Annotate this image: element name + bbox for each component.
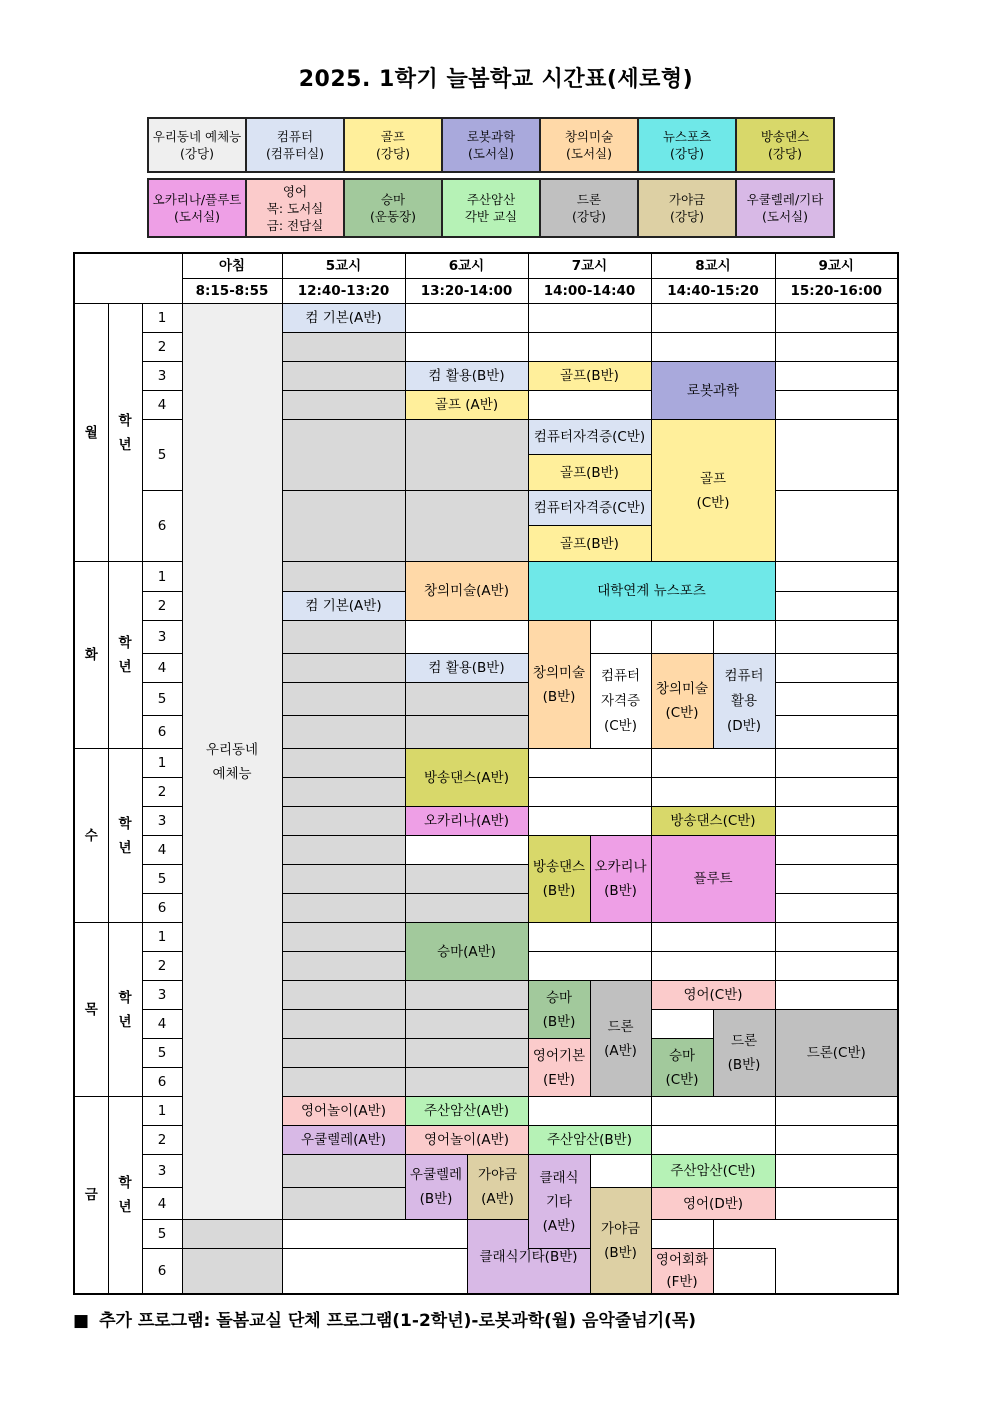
empty-cell (282, 923, 405, 952)
empty-cell (775, 981, 898, 1010)
empty-cell (775, 716, 898, 749)
grade-number: 3 (142, 1155, 182, 1188)
class-cell: 컴 활용(B반) (405, 654, 528, 683)
empty-cell (775, 1188, 898, 1220)
empty-cell (651, 1126, 775, 1155)
class-cell: 승마 (C반) (651, 1039, 713, 1097)
day-label-tue: 화 (74, 562, 108, 749)
class-cell: 창의미술 (B반) (528, 621, 590, 749)
grade-number: 3 (142, 362, 182, 391)
empty-cell (775, 621, 898, 654)
time-header: 15:20-16:00 (775, 279, 898, 304)
empty-cell (528, 1097, 651, 1126)
empty-cell (528, 807, 651, 836)
period-header: 8교시 (651, 253, 775, 279)
class-cell: 컴퓨터 자격증 (C반) (590, 654, 651, 749)
empty-cell (282, 865, 405, 894)
empty-cell (651, 778, 775, 807)
empty-cell (775, 1126, 898, 1155)
empty-cell (775, 491, 898, 562)
legend-abacus: 주산암산 각반 교실 (442, 179, 540, 237)
period-header: 6교시 (405, 253, 528, 279)
legend-robot: 로봇과학 (도서실) (442, 118, 540, 172)
empty-cell (182, 1249, 282, 1295)
empty-cell (775, 807, 898, 836)
empty-cell (775, 333, 898, 362)
empty-cell (713, 1249, 775, 1295)
class-cell: 대학연계 뉴스포츠 (528, 562, 775, 621)
period-header: 5교시 (282, 253, 405, 279)
grade-number: 2 (142, 778, 182, 807)
empty-cell (405, 491, 528, 562)
empty-cell (405, 894, 528, 923)
footer-note (73, 1306, 696, 1331)
class-cell: 드론 (B반) (713, 1010, 775, 1097)
class-cell: 창의미술(A반) (405, 562, 528, 621)
class-cell: 영어기본 (E반) (528, 1039, 590, 1097)
class-cell: 컴퓨터 활용 (D반) (713, 654, 775, 749)
grade-number: 5 (142, 865, 182, 894)
legend-dance: 방송댄스 (강당) (736, 118, 834, 172)
grade-number: 6 (142, 894, 182, 923)
empty-cell (651, 1220, 713, 1249)
empty-cell (775, 865, 898, 894)
grade-label: 학 년 (108, 304, 142, 562)
empty-cell (282, 778, 405, 807)
grade-number: 6 (142, 1249, 182, 1295)
grade-number: 2 (142, 1126, 182, 1155)
grade-number: 1 (142, 1097, 182, 1126)
empty-cell (713, 621, 775, 654)
empty-cell (528, 952, 651, 981)
time-header: 12:40-13:20 (282, 279, 405, 304)
grade-label: 학 년 (108, 562, 142, 749)
day-label-wed: 수 (74, 749, 108, 923)
class-cell: 주산암산(B반) (528, 1126, 651, 1155)
empty-cell (528, 749, 651, 778)
empty-cell (405, 865, 528, 894)
time-header: 8:15-8:55 (182, 279, 282, 304)
day-label-fri: 금 (74, 1097, 108, 1295)
period-header: 9교시 (775, 253, 898, 279)
empty-cell (590, 1155, 651, 1188)
empty-cell (405, 1010, 528, 1039)
empty-cell (282, 683, 405, 716)
legend-ocarina: 오카리나/플루트 (도서실) (148, 179, 246, 237)
empty-cell (651, 1010, 713, 1039)
class-cell: 창의미술 (C반) (651, 654, 713, 749)
grade-number: 4 (142, 391, 182, 420)
grade-number: 1 (142, 562, 182, 592)
class-cell: 오카리나 (B반) (590, 836, 651, 923)
class-cell: 영어(D반) (651, 1188, 775, 1220)
empty-cell (775, 420, 898, 491)
class-cell: 컴퓨터자격증(C반) (528, 420, 651, 455)
class-cell: 골프 (C반) (651, 420, 775, 562)
empty-cell (528, 778, 651, 807)
empty-cell (405, 621, 528, 654)
empty-cell (651, 304, 775, 333)
grade-number: 3 (142, 981, 182, 1010)
empty-cell (651, 621, 713, 654)
class-cell: 골프(B반) (528, 526, 651, 562)
empty-cell (282, 1188, 405, 1220)
empty-cell (775, 683, 898, 716)
empty-cell (282, 420, 405, 491)
time-header: 13:20-14:00 (405, 279, 528, 304)
class-cell: 주산암산(C반) (651, 1155, 775, 1188)
empty-cell (282, 621, 405, 654)
grade-number: 1 (142, 304, 182, 333)
class-cell: 골프 (A반) (405, 391, 528, 420)
grade-number: 5 (142, 683, 182, 716)
class-cell: 로봇과학 (651, 362, 775, 420)
class-cell: 가야금 (A반) (467, 1155, 528, 1220)
day-label-thu: 목 (74, 923, 108, 1097)
corner-cell (74, 253, 182, 304)
class-cell: 주산암산(A반) (405, 1097, 528, 1126)
empty-cell (651, 749, 775, 778)
class-cell: 플루트 (651, 836, 775, 923)
grade-number: 4 (142, 1010, 182, 1039)
legend-yedong: 우리동네 예체능 (강당) (148, 118, 246, 172)
grade-label: 학 년 (108, 923, 142, 1097)
class-cell: 골프(B반) (528, 362, 651, 391)
empty-cell (282, 952, 405, 981)
grade-number: 6 (142, 716, 182, 749)
empty-cell (282, 1068, 405, 1097)
legend-computer: 컴퓨터 (컴퓨터실) (246, 118, 344, 172)
empty-cell (282, 807, 405, 836)
grade-number: 5 (142, 420, 182, 491)
empty-cell (651, 1097, 775, 1126)
class-cell: 컴퓨터자격증(C반) (528, 491, 651, 526)
empty-cell (775, 362, 898, 391)
empty-cell (405, 981, 528, 1010)
legend-drone: 드론 (강당) (540, 179, 638, 237)
class-cell: 영어회화 (F반) (651, 1249, 713, 1295)
class-cell: 영어(C반) (651, 981, 775, 1010)
grade-number: 4 (142, 1188, 182, 1220)
class-cell: 골프(B반) (528, 455, 651, 491)
legend-row-2 (147, 178, 835, 238)
empty-cell (775, 562, 898, 592)
empty-cell (282, 333, 405, 362)
empty-cell (405, 683, 528, 716)
empty-cell (651, 952, 775, 981)
class-cell: 오카리나(A반) (405, 807, 528, 836)
empty-cell (282, 1249, 467, 1295)
class-cell: 방송댄스 (B반) (528, 836, 590, 923)
empty-cell (775, 1155, 898, 1188)
empty-cell (590, 621, 651, 654)
empty-cell (651, 923, 775, 952)
empty-cell (282, 391, 405, 420)
class-cell: 영어놀이(A반) (282, 1097, 405, 1126)
class-cell: 컴 기본(A반) (282, 304, 405, 333)
page-title: 2025. 1학기 늘봄학교 시간표(세로형) (298, 67, 694, 92)
empty-cell (282, 749, 405, 778)
empty-cell (775, 749, 898, 778)
legend-golf: 골프 (강당) (344, 118, 442, 172)
empty-cell (405, 304, 528, 333)
empty-cell (405, 333, 528, 362)
empty-cell (775, 1097, 898, 1126)
empty-cell (405, 716, 528, 749)
legend-newsports: 뉴스포츠 (강당) (638, 118, 736, 172)
grade-number: 1 (142, 749, 182, 778)
empty-cell (405, 420, 528, 491)
time-header: 14:40-15:20 (651, 279, 775, 304)
legend-horse: 승마 (운동장) (344, 179, 442, 237)
empty-cell (775, 952, 898, 981)
empty-cell (405, 836, 528, 865)
empty-cell (282, 1039, 405, 1068)
empty-cell (528, 923, 651, 952)
empty-cell (775, 304, 898, 333)
empty-cell (282, 362, 405, 391)
empty-cell (405, 1068, 528, 1097)
empty-cell (182, 1220, 282, 1249)
empty-cell (282, 491, 405, 562)
grade-label: 학 년 (108, 749, 142, 923)
empty-cell (651, 333, 775, 362)
class-cell: 우쿨렐레 (B반) (405, 1155, 467, 1220)
empty-cell (528, 333, 651, 362)
empty-cell (775, 836, 898, 865)
class-cell: 승마 (B반) (528, 981, 590, 1039)
empty-cell (282, 1220, 467, 1249)
grade-number: 2 (142, 333, 182, 362)
class-cell: 방송댄스(C반) (651, 807, 775, 836)
empty-cell (282, 716, 405, 749)
grade-number: 6 (142, 491, 182, 562)
grade-label: 학 년 (108, 1097, 142, 1295)
empty-cell (775, 592, 898, 621)
footer-text: 추가 프로그램: 돌봄교실 단체 프로그램(1-2학년)-로봇과학(월) 음악줄넘기(목) (99, 1311, 697, 1331)
class-cell: 가야금 (B반) (590, 1188, 651, 1295)
empty-cell (528, 391, 651, 420)
empty-cell (775, 391, 898, 420)
bullet-square: ■ (73, 1311, 90, 1331)
grade-number: 6 (142, 1068, 182, 1097)
grade-number: 4 (142, 836, 182, 865)
legend-art: 창의미술 (도서실) (540, 118, 638, 172)
grade-number: 5 (142, 1039, 182, 1068)
empty-cell (282, 654, 405, 683)
legend-ukulele: 우쿨렐레/기타 (도서실) (736, 179, 834, 237)
grade-number: 1 (142, 923, 182, 952)
class-cell: 영어놀이(A반) (405, 1126, 528, 1155)
legend-row-1 (147, 117, 835, 173)
grade-number: 4 (142, 654, 182, 683)
grade-number: 5 (142, 1220, 182, 1249)
class-cell: 승마(A반) (405, 923, 528, 981)
morning-program: 우리동네 예체능 (182, 304, 282, 1220)
empty-cell (775, 778, 898, 807)
period-header: 아침 (182, 253, 282, 279)
legend-gayageum: 가야금 (강당) (638, 179, 736, 237)
empty-cell (282, 562, 405, 592)
grade-number: 3 (142, 621, 182, 654)
time-header: 14:00-14:40 (528, 279, 651, 304)
class-cell: 우쿨렐레(A반) (282, 1126, 405, 1155)
class-cell: 드론(C반) (775, 1010, 898, 1097)
class-cell: 컴 활용(B반) (405, 362, 528, 391)
empty-cell (405, 1039, 528, 1068)
empty-cell (282, 894, 405, 923)
class-cell: 방송댄스(A반) (405, 749, 528, 807)
class-cell: 클래식기타(B반) (467, 1220, 590, 1295)
day-label-mon: 월 (74, 304, 108, 562)
grade-number: 2 (142, 952, 182, 981)
empty-cell (282, 1155, 405, 1188)
grade-number: 2 (142, 592, 182, 621)
period-header: 7교시 (528, 253, 651, 279)
grade-number: 3 (142, 807, 182, 836)
class-cell: 컴 기본(A반) (282, 592, 405, 621)
timetable (73, 252, 899, 1295)
class-cell: 클래식 기타 (A반) (528, 1155, 590, 1249)
empty-cell (282, 836, 405, 865)
empty-cell (282, 1010, 405, 1039)
empty-cell (528, 304, 651, 333)
empty-cell (775, 654, 898, 683)
legend-english: 영어 목: 도서실 금: 전담실 (246, 179, 344, 237)
empty-cell (775, 894, 898, 923)
empty-cell (775, 923, 898, 952)
empty-cell (282, 981, 405, 1010)
class-cell: 드론 (A반) (590, 981, 651, 1097)
